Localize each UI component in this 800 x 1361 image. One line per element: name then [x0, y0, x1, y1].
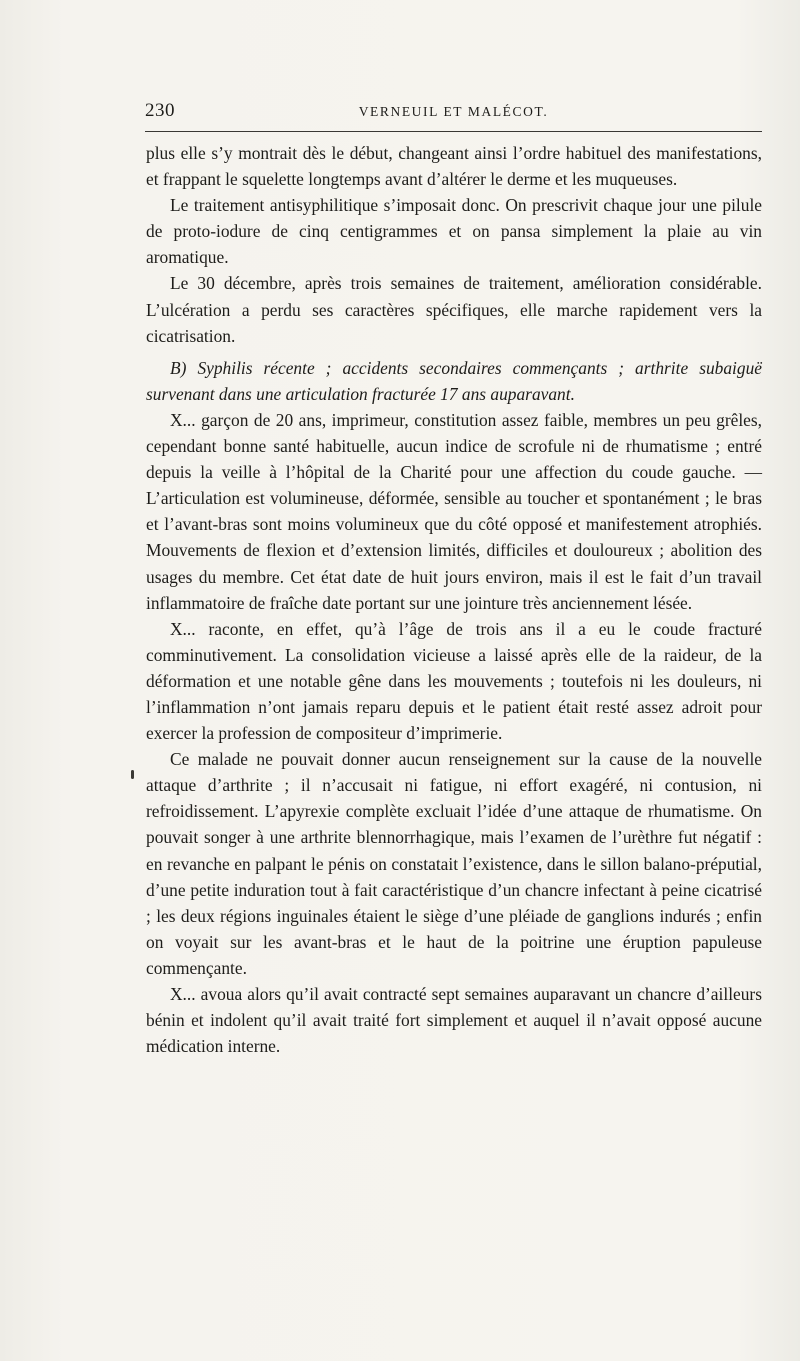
- paragraph-treatment: Le traitement antisyphilitique s’imposait donc. On prescrivit chaque jour une pilule de proto-iodure de cinq centigrammes et on pansa simplement la plaie au vin aromatique.: [146, 195, 762, 268]
- header-rule: [145, 131, 762, 132]
- paragraph-improvement: Le 30 décembre, après trois semaines de traitement, amélioration considérable. L’ulcération a perdu ses caractères spécifiques, elle marche rapidement vers la cicatrisation.: [146, 273, 762, 346]
- running-head: [145, 100, 762, 124]
- page-number: 230: [145, 100, 175, 121]
- margin-ink-mark: [131, 770, 134, 779]
- section-heading: [146, 355, 762, 407]
- section-title: Syphilis récente ; accidents secondaires commençants ; arthrite subaiguë survenant dans une articulation fracturée 17 ans auparavant.: [146, 357, 762, 404]
- section-label: B): [170, 357, 187, 378]
- paragraph-case-avowal: X... avoua alors qu’il avait contracté sept semaines auparavant un chancre d’ailleurs bénin et indolent qu’il avait traité fort simplement et auquel il n’avait opposé aucune médication interne.: [146, 984, 762, 1057]
- body-text: [146, 140, 762, 1059]
- paragraph-case-description: X... garçon de 20 ans, imprimeur, constitution assez faible, membres un peu grêles, cependant bonne santé habituelle, aucun indice de scrofule ni de rhumatisme ; entré depuis la veille à l’hôpital de la Charité pour une affection du coude gauche. — L’articulation est volumineuse, déformée, sensible au toucher et spontanément ; le bras et l’avant-bras sont moins volumineux que du côté opposé et manifestement atrophiés. Mouvements de flexion et d’extension limités, difficiles et douloureux ; abolition des usages du membre. Cet état date de huit jours environ, mais il est le fait d’un travail inflammatoire de fraîche date portant sur une jointure très anciennement lésée.: [146, 409, 762, 613]
- running-title: VERNEUIL ET MALÉCOT.: [358, 104, 549, 119]
- paragraph-case-diagnosis: Ce malade ne pouvait donner aucun renseignement sur la cause de la nouvelle attaque d’arthrite ; il n’accusait ni fatigue, ni effort exagéré, ni contusion, ni refroidissement. L’apyrexie complète excluait l’idée d’une attaque de rhumatisme. On pouvait songer à une arthrite blennorrhagique, mais l’examen de l’urèthre fut négatif : en revanche en palpant le pénis on constatait l’existence, dans le sillon balano-préputial, d’une petite induration tout à fait caractéristique d’un chancre infectant à peine cicatrisé ; les deux régions inguinales étaient le siège d’une pléiade de ganglions indurés ; enfin on voyait sur les avant-bras et le haut de la poitrine une éruption papuleuse commençante.: [146, 749, 762, 978]
- paragraph-continued: plus elle s’y montrait dès le début, changeant ainsi l’ordre habituel des manifestations, et frappant le squelette longtemps avant d’altérer le derme et les muqueuses.: [146, 143, 762, 190]
- paragraph-case-history: X... raconte, en effet, qu’à l’âge de trois ans il a eu le coude fracturé comminutivement. La consolidation vicieuse a laissé après elle de la raideur, de la déformation et une notable gêne dans les mouvements ; toutefois ni les douleurs, ni l’inflammation n’ont jamais reparu depuis et le patient était resté assez adroit pour exercer la profession de compositeur d’imprimerie.: [146, 618, 762, 744]
